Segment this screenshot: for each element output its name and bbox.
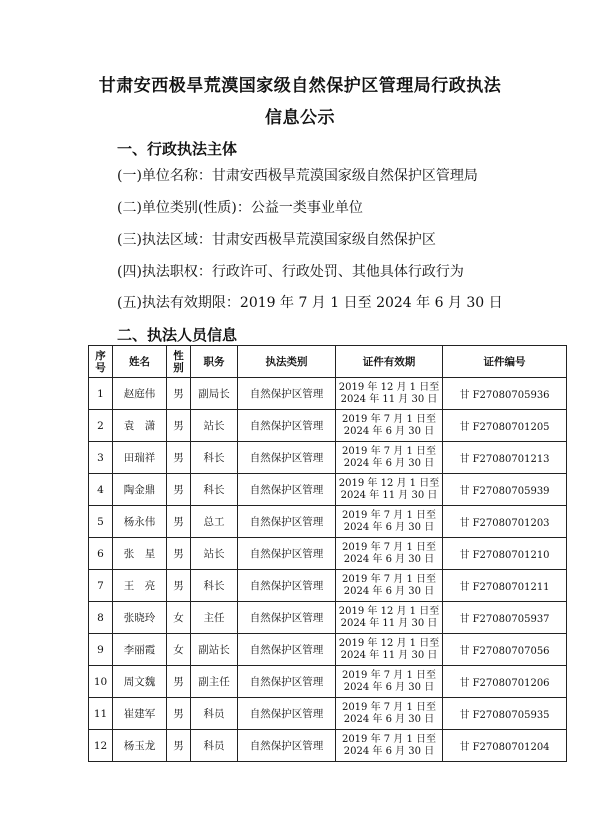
no-cell: 10: [89, 666, 113, 698]
position-cell: 主任: [191, 602, 238, 634]
position-cell: 副主任: [191, 666, 238, 698]
table-row: [89, 410, 567, 442]
position-cell: 科长: [191, 442, 238, 474]
category-cell: 自然保护区管理: [238, 602, 336, 634]
no-cell: 5: [89, 506, 113, 538]
table-row: [89, 570, 567, 602]
table-row: [89, 666, 567, 698]
section1-heading: 一、行政执法主体: [117, 140, 238, 158]
gender-cell: 女: [167, 602, 191, 634]
table-row: [89, 538, 567, 570]
table-row: [89, 442, 567, 474]
name-cell: 李丽霞: [113, 634, 167, 666]
section1-item-validity-period: (五)执法有效期限：2019 年 7 月 1 日至 2024 年 6 月 30 日: [117, 295, 503, 311]
validity-cell: 2019 年 12 月 1 日至 2024 年 11 月 30 日: [336, 378, 443, 410]
header-cert-no: 证件编号: [443, 346, 567, 378]
no-cell: 1: [89, 378, 113, 410]
header-no: 序 号: [89, 346, 113, 378]
no-cell: 4: [89, 474, 113, 506]
position-cell: 科员: [191, 730, 238, 762]
name-cell: 张 星: [113, 538, 167, 570]
category-cell: 自然保护区管理: [238, 570, 336, 602]
cert-no-cell: 甘 F27080705937: [443, 602, 567, 634]
no-cell: 9: [89, 634, 113, 666]
table-row: [89, 634, 567, 666]
position-cell: 站长: [191, 538, 238, 570]
validity-cell: 2019 年 7 月 1 日至 2024 年 6 月 30 日: [336, 506, 443, 538]
name-cell: 王 亮: [113, 570, 167, 602]
cert-no-cell: 甘 F27080701205: [443, 410, 567, 442]
category-cell: 自然保护区管理: [238, 506, 336, 538]
cert-no-cell: 甘 F27080701210: [443, 538, 567, 570]
no-cell: 12: [89, 730, 113, 762]
category-cell: 自然保护区管理: [238, 538, 336, 570]
header-gender: 性 别: [167, 346, 191, 378]
validity-cell: 2019 年 7 月 1 日至 2024 年 6 月 30 日: [336, 666, 443, 698]
category-cell: 自然保护区管理: [238, 442, 336, 474]
no-cell: 3: [89, 442, 113, 474]
cert-no-cell: 甘 F27080701211: [443, 570, 567, 602]
table-row: [89, 474, 567, 506]
no-cell: 2: [89, 410, 113, 442]
name-cell: 杨永伟: [113, 506, 167, 538]
cert-no-cell: 甘 F27080707056: [443, 634, 567, 666]
category-cell: 自然保护区管理: [238, 410, 336, 442]
name-cell: 陶金鼎: [113, 474, 167, 506]
gender-cell: 男: [167, 666, 191, 698]
header-position: 职务: [191, 346, 238, 378]
validity-cell: 2019 年 7 月 1 日至 2024 年 6 月 30 日: [336, 442, 443, 474]
cert-no-cell: 甘 F27080701206: [443, 666, 567, 698]
validity-cell: 2019 年 7 月 1 日至 2024 年 6 月 30 日: [336, 698, 443, 730]
table-row: [89, 378, 567, 410]
category-cell: 自然保护区管理: [238, 378, 336, 410]
table-header-row: [89, 346, 567, 378]
gender-cell: 男: [167, 570, 191, 602]
name-cell: 周文魏: [113, 666, 167, 698]
position-cell: 科长: [191, 570, 238, 602]
position-cell: 站长: [191, 410, 238, 442]
cert-no-cell: 甘 F27080701203: [443, 506, 567, 538]
table-row: [89, 730, 567, 762]
table-row: [89, 698, 567, 730]
position-cell: 科长: [191, 474, 238, 506]
gender-cell: 男: [167, 506, 191, 538]
validity-cell: 2019 年 12 月 1 日至 2024 年 11 月 30 日: [336, 474, 443, 506]
name-cell: 田瑞祥: [113, 442, 167, 474]
header-category: 执法类别: [238, 346, 336, 378]
validity-cell: 2019 年 7 月 1 日至 2024 年 6 月 30 日: [336, 730, 443, 762]
section2-heading: 二、执法人员信息: [117, 326, 238, 344]
table-row: [89, 506, 567, 538]
validity-cell: 2019 年 7 月 1 日至 2024 年 6 月 30 日: [336, 570, 443, 602]
gender-cell: 男: [167, 378, 191, 410]
table-row: [89, 602, 567, 634]
section1-item-enforcement-powers: (四)执法职权：行政许可、行政处罚、其他具体行政行为: [117, 264, 464, 280]
section1-item-unit-category: (二)单位类别(性质)：公益一类事业单位: [117, 200, 363, 216]
name-cell: 张晓玲: [113, 602, 167, 634]
name-cell: 杨玉龙: [113, 730, 167, 762]
name-cell: 崔建军: [113, 698, 167, 730]
category-cell: 自然保护区管理: [238, 666, 336, 698]
cert-no-cell: 甘 F27080701213: [443, 442, 567, 474]
category-cell: 自然保护区管理: [238, 698, 336, 730]
header-name: 姓名: [113, 346, 167, 378]
no-cell: 8: [89, 602, 113, 634]
name-cell: 袁 潇: [113, 410, 167, 442]
category-cell: 自然保护区管理: [238, 634, 336, 666]
cert-no-cell: 甘 F27080701204: [443, 730, 567, 762]
gender-cell: 男: [167, 538, 191, 570]
header-validity: 证件有效期: [336, 346, 443, 378]
gender-cell: 男: [167, 730, 191, 762]
no-cell: 6: [89, 538, 113, 570]
category-cell: 自然保护区管理: [238, 474, 336, 506]
position-cell: 总工: [191, 506, 238, 538]
document-title-line2: 信息公示: [265, 108, 335, 128]
position-cell: 科员: [191, 698, 238, 730]
validity-cell: 2019 年 7 月 1 日至 2024 年 6 月 30 日: [336, 410, 443, 442]
no-cell: 11: [89, 698, 113, 730]
document-title-line1: 甘肃安西极旱荒漠国家级自然保护区管理局行政执法: [98, 76, 502, 96]
cert-no-cell: 甘 F27080705935: [443, 698, 567, 730]
name-cell: 赵庭伟: [113, 378, 167, 410]
position-cell: 副局长: [191, 378, 238, 410]
personnel-table: [88, 345, 567, 762]
cert-no-cell: 甘 F27080705936: [443, 378, 567, 410]
category-cell: 自然保护区管理: [238, 730, 336, 762]
position-cell: 副站长: [191, 634, 238, 666]
section1-item-enforcement-area: (三)执法区域：甘肃安西极旱荒漠国家级自然保护区: [117, 232, 436, 248]
gender-cell: 男: [167, 698, 191, 730]
validity-cell: 2019 年 7 月 1 日至 2024 年 6 月 30 日: [336, 538, 443, 570]
no-cell: 7: [89, 570, 113, 602]
cert-no-cell: 甘 F27080705939: [443, 474, 567, 506]
section1-item-unit-name: (一)单位名称：甘肃安西极旱荒漠国家级自然保护区管理局: [117, 168, 478, 184]
gender-cell: 男: [167, 474, 191, 506]
gender-cell: 女: [167, 634, 191, 666]
gender-cell: 男: [167, 410, 191, 442]
validity-cell: 2019 年 12 月 1 日至 2024 年 11 月 30 日: [336, 602, 443, 634]
gender-cell: 男: [167, 442, 191, 474]
validity-cell: 2019 年 12 月 1 日至 2024 年 11 月 30 日: [336, 634, 443, 666]
